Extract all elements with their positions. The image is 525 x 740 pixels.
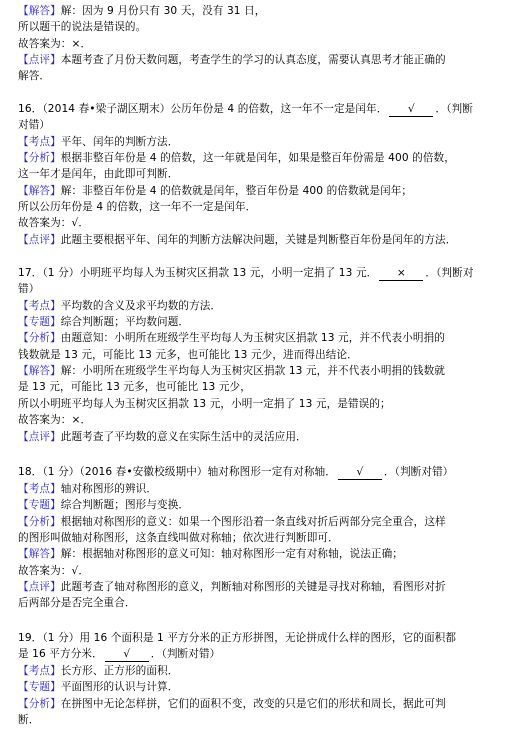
- text-line: 钱数就是 13 元，可能比 13 元多，也可能比 13 元少，进而得出结论．: [18, 349, 358, 361]
- topic-line: 【专题】平面图形的认识与计算．: [18, 681, 179, 693]
- tag-analysis: 【分析】: [18, 516, 61, 528]
- tag-comment: 【点评】: [18, 431, 61, 443]
- analysis-line: 【分析】根据非整百年份是 4 的倍数，这一年就是闰年，如果是整百年份需是 400 的倍数，: [18, 152, 455, 164]
- topic-line: 【专题】综合判断题；图形与变换．: [18, 499, 190, 511]
- tag-point: 【考点】: [18, 665, 61, 677]
- answer-blank: ×: [379, 267, 423, 281]
- comment-line: 【点评】此题主要根据平年、闰年的判断方法解决问题，关键是判断整百年份是闰年的方法．: [18, 234, 457, 246]
- tag-answer: 【解答】: [18, 5, 61, 17]
- analysis-line: 【分析】根据轴对称图形的意义：如果一个图形沿着一条直线对折后两部分完全重合，这样: [18, 516, 446, 528]
- comment-line: 【点评】此题考查了平均数的意义在实际生活中的灵活应用．: [18, 431, 307, 443]
- answer-blank: √: [389, 103, 433, 117]
- answer-line: 【解答】解：非整百年份是 4 的倍数就是闰年，整百年份是 400 的倍数就是闰年；: [18, 185, 413, 197]
- answer-blank: √: [105, 648, 149, 662]
- question-16: 16．（2014 春•梁子湖区期末）公历年份是 4 的倍数，这一年不一定是闰年． √ ．（判断: [18, 103, 473, 115]
- tag-topic: 【专题】: [18, 681, 61, 693]
- question-17: 17．（1 分）小明班平均每人为玉树灾区捐款 13 元，小明一定捐了 13 元． × ．（判断对: [18, 267, 474, 279]
- text-line: 故答案为：√．: [18, 565, 90, 577]
- text-line: 故答案为：×．: [18, 414, 92, 426]
- text-line: 所以题干的说法是错误的。: [18, 21, 147, 33]
- point-line: 【考点】长方形、正方形的面积．: [18, 665, 179, 677]
- tag-point: 【考点】: [18, 483, 61, 495]
- tag-analysis: 【分析】: [18, 698, 61, 710]
- text-line: 解答．: [18, 70, 51, 82]
- analysis-line: 【分析】在拼图中无论怎样拼，它们的面积不变，改变的只是它们的形状和周长，据此可判: [18, 698, 446, 710]
- tag-comment: 【点评】: [18, 581, 61, 593]
- text-line: 错）: [18, 283, 40, 295]
- answer-line: 【解答】解：因为 9 月份只有 30 天，没有 31 日，: [18, 5, 266, 17]
- text-line: 所以公历年份是 4 的倍数，这一年不一定是闰年．: [18, 201, 257, 213]
- answer-line: 【解答】解：根据轴对称图形的意义可知：轴对称图形一定有对称轴，说法正确；: [18, 548, 403, 560]
- tag-analysis: 【分析】: [18, 152, 61, 164]
- text-line: 这一年才是闰年，由此即可判断．: [18, 168, 179, 180]
- tag-point: 【考点】: [18, 136, 61, 148]
- tag-point: 【考点】: [18, 300, 61, 312]
- question-19: 19．（1 分）用 16 个面积是 1 平方分米的正方形拼图，无论拼成什么样的图形，它的面积都: [18, 632, 457, 644]
- text-line: 是 13 元，可能比 13 元多，也可能比 13 元少，: [18, 381, 251, 393]
- analysis-line: 【分析】由题意知：小明所在班级学生平均每人为玉树灾区捐款 13 元，并不代表小明捐的: [18, 332, 445, 344]
- text-line: 是 16 平方分米． √ ．（判断对错）: [18, 648, 221, 660]
- answer-blank: √: [338, 466, 382, 480]
- question-18: 18．（1 分）（2016 春•安徽校级期中）轴对称图形一定有对称轴． √ ．（判断对错）: [18, 466, 454, 478]
- text-line: 故答案为：√．: [18, 217, 90, 229]
- topic-line: 【专题】综合判断题；平均数问题．: [18, 316, 190, 328]
- text-line: 断．: [18, 714, 40, 726]
- tag-comment: 【点评】: [18, 54, 61, 66]
- tag-topic: 【专题】: [18, 316, 61, 328]
- point-line: 【考点】平均数的含义及求平均数的方法．: [18, 300, 222, 312]
- text-line: 后两部分是否完全重合．: [18, 597, 136, 609]
- point-line: 【考点】轴对称图形的辨识．: [18, 483, 158, 495]
- answer-line: 【解答】解：小明所在班级学生平均每人为玉树灾区捐款 13 元，并不代表小明捐的钱数就: [18, 365, 445, 377]
- point-line: 【考点】平年、闰年的判断方法．: [18, 136, 179, 148]
- text-line: 对错）: [18, 119, 51, 131]
- tag-comment: 【点评】: [18, 234, 61, 246]
- tag-topic: 【专题】: [18, 499, 61, 511]
- tag-analysis: 【分析】: [18, 332, 61, 344]
- comment-line: 【点评】本题考查了月份天数问题，考查学生的学习的认真态度，需要认真思考才能正确的: [18, 54, 446, 66]
- tag-answer: 【解答】: [18, 185, 61, 197]
- tag-answer: 【解答】: [18, 365, 61, 377]
- tag-answer: 【解答】: [18, 548, 61, 560]
- text-line: 的图形叫做轴对称图形，这条直线叫做对称轴；依次进行判断即可．: [18, 532, 339, 544]
- comment-line: 【点评】此题考查了轴对称图形的意义，判断轴对称图形的关键是寻找对称轴，看图形对折: [18, 581, 446, 593]
- text-line: 故答案为：×．: [18, 38, 92, 50]
- text-line: 所以小明班平均每人为玉树灾区捐款 13 元，小明一定捐了 13 元，是错误的；: [18, 398, 391, 410]
